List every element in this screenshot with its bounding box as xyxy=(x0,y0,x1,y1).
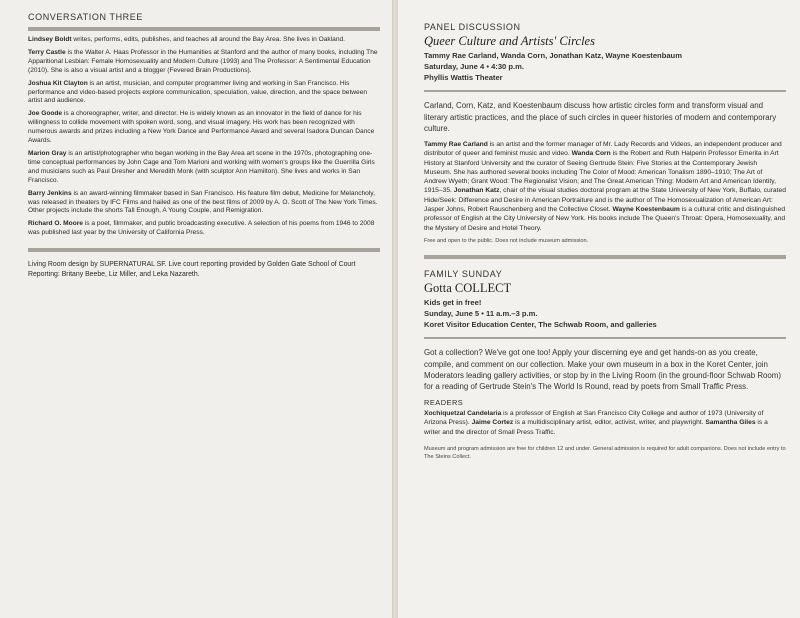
panel-discussion-section xyxy=(424,22,786,245)
family-venue: Koret Visitor Education Center, The Schwab Room, and galleries xyxy=(424,319,657,329)
bio-text: is a poet, filmmaker, and public broadcasting executive. A selection of his poems from 1946 to 2008 was published last year by the University of California Press. xyxy=(28,220,375,237)
panel-title: Queer Culture and Artists' Circles xyxy=(424,34,595,48)
panel-rule xyxy=(424,90,786,92)
bio-name: Jonathan Katz xyxy=(453,187,500,195)
credits-text: Living Room design by SUPERNATURAL SF. Live court reporting provided by Golden Gate School of Court Reporting: Britany Beebe, Liz Miller, and Leka Nazareth. xyxy=(28,261,356,278)
bio-text: writes, performs, edits, publishes, and teaches all around the Bay Area. She lives in Oakland. xyxy=(71,36,346,43)
bio-name: Wayne Koestenbaum xyxy=(612,206,680,214)
left-page xyxy=(0,0,392,618)
section-title: CONVERSATION THREE xyxy=(28,12,143,22)
bio-text: is a multidisciplinary artist, editor, activist, writer, and playwright. xyxy=(513,419,706,427)
bio-paragraph xyxy=(28,80,380,107)
bio-name: Jaime Cortez xyxy=(471,419,514,427)
right-page xyxy=(398,0,800,618)
family-description: Got a collection? We've got one too! Apply your discerning eye and get hands-on as you create, compile, and comment on our collection. Make your own museum in a box in the Koret Center, join Moderators leading gallery activities, or stop by in the Living Room (in the ground-floor Schwab Room) for a reading of Gertrude Stein's The World Is Round, read by poets from Small Traffic Press. xyxy=(424,348,782,391)
bio-paragraph xyxy=(28,36,380,45)
bio-text: is a writer and the director of Small Press Traffic. xyxy=(424,419,768,436)
family-title: Gotta COLLECT xyxy=(424,280,512,295)
bio-name: Xochiquetzal Candelaria xyxy=(424,410,502,418)
bio-paragraph xyxy=(28,220,380,238)
panel-venue: Phyllis Wattis Theater xyxy=(424,72,503,82)
panel-label: PANEL DISCUSSION xyxy=(424,22,521,32)
family-rule xyxy=(424,337,786,339)
bio-name: Richard O. Moore xyxy=(28,220,83,228)
bio-text: is an artist/photographer who began working in the Bay Area art scene in the 1970s, photographing one-time conceptual performances by John Cage and Tom Marioni and working with women's groups like the Guerrilla Girls and musicians such as Paul Dresher and Meredith Monk (with sculptor Ann Hamilton). She lives and works in San Francisco. xyxy=(28,149,375,184)
credits-rule xyxy=(28,248,380,252)
section-divider xyxy=(424,255,786,259)
readers-heading: READERS xyxy=(424,398,464,408)
readers-bios xyxy=(424,409,786,437)
bio-text: , chair of the visual studies doctoral program at the State University of New York, Buffalo, curated Hide/Seek: Difference and Desire in American Portraiture and is the author of The Homosexualization of American Art: Jasper Johns, Robert Rauschenberg and the Collective Closet. xyxy=(424,187,786,214)
bio-name: Joe Goode xyxy=(28,110,63,118)
panel-note: Free and open to the public. Does not include museum admission. xyxy=(424,237,589,244)
family-note: Museum and program admission are free for children 12 and under. General admission is required for adult companions. Does not include entry to The Steins Collect. xyxy=(424,446,786,461)
bio-paragraph xyxy=(28,190,380,217)
bio-text: is the Walter A. Haas Professor in the Humanities at Stanford and the author of many books, including The Apparitional Lesbian: Female Homosexuality and Modern Culture (1993) and The Professor: A Sentimental Education (2010). She is also a visual artist and a blogger (Fevered Brain Productions). xyxy=(28,48,378,74)
bio-paragraph xyxy=(28,110,380,146)
bio-name: Tammy Rae Carland xyxy=(424,141,488,148)
family-datetime: Sunday, June 5 • 11 a.m.–3 p.m. xyxy=(424,308,538,318)
section-rule xyxy=(28,27,380,31)
bio-text: is the Robert and Ruth Halperin Professor Emerita in Art History at Stanford University and the curator of Seeing Gertrude Stein: Five Stories at the Contemporary Jewish Museum. She has authored several books including The Color of Mood: American Tonalism 1890–1910; The Art of Andrew Wyeth; Grant Wood: The Regionalist Vision; and The Great American Thing: Modern Art and American Identity, 1915–35. xyxy=(424,150,779,195)
panel-description: Carland, Corn, Katz, and Koestenbaum discuss how artistic circles form and transform visual and literary artistic practices, and the place of such circles in queer histories of modern and contemporary culture. xyxy=(424,101,777,133)
bio-text: is a professor of English at San Francisco City College and author of 1973 (University of Arizona Press). xyxy=(424,410,764,427)
panel-speakers: Tammy Rae Carland, Wanda Corn, Jonathan Katz, Wayne Koestenbaum xyxy=(424,51,682,60)
bio-name: Samantha Giles xyxy=(705,419,756,427)
panel-datetime: Saturday, June 4 • 4:30 p.m. xyxy=(424,61,525,71)
bio-text: is a choreographer, writer, and director. He is widely known as an innovator in the field of dance for his willingness to collide movement with spoken word, song, and visual imagery. His work has been recognized with numerous awards and prizes including a New York Dance and Performance Award and several Isadora Duncan Dance Awards. xyxy=(28,110,375,145)
bio-name: Marion Gray xyxy=(28,149,67,157)
bio-text: is an award-winning filmmaker based in San Francisco. His feature film debut, Medicine for Melancholy, was released in theaters by IFC Films and hailed as one of the best films of 2009 by A. O. Scott of The New York Times. Other projects include the shorts Tall Enough, A Young Couple, and Remigration. xyxy=(28,189,378,215)
panel-bios xyxy=(424,140,786,233)
family-tagline: Kids get in free! xyxy=(424,297,482,307)
bio-text: is an artist and the former manager of Mr. Lady Records and Videos, an independent producer and distributor of queer and feminist music and video. xyxy=(424,141,782,158)
bio-text: is a cultural critic and distinguished professor of English at the City University of New York. His books include The Queen's Throat: Opera, Homosexuality, and the Mystery of Desire and Hotel Theory. xyxy=(424,206,786,232)
bio-name: Joshua Kit Clayton xyxy=(28,79,88,87)
bio-name: Terry Castle xyxy=(28,48,66,56)
bio-list xyxy=(28,36,380,238)
bio-name: Wanda Corn xyxy=(571,150,611,158)
bio-paragraph xyxy=(28,49,380,76)
bio-name: Barry Jenkins xyxy=(28,189,72,197)
bio-text: is an artist, musician, and computer programmer living and working in San Francisco. His performance and video-based projects explore communication, speculation, value, direction, and the space between artist and audience. xyxy=(28,79,368,105)
bio-paragraph xyxy=(28,150,380,186)
bio-name: Lindsey Boldt xyxy=(28,36,72,43)
family-label: FAMILY SUNDAY xyxy=(424,268,503,279)
family-sunday-section xyxy=(424,269,786,461)
